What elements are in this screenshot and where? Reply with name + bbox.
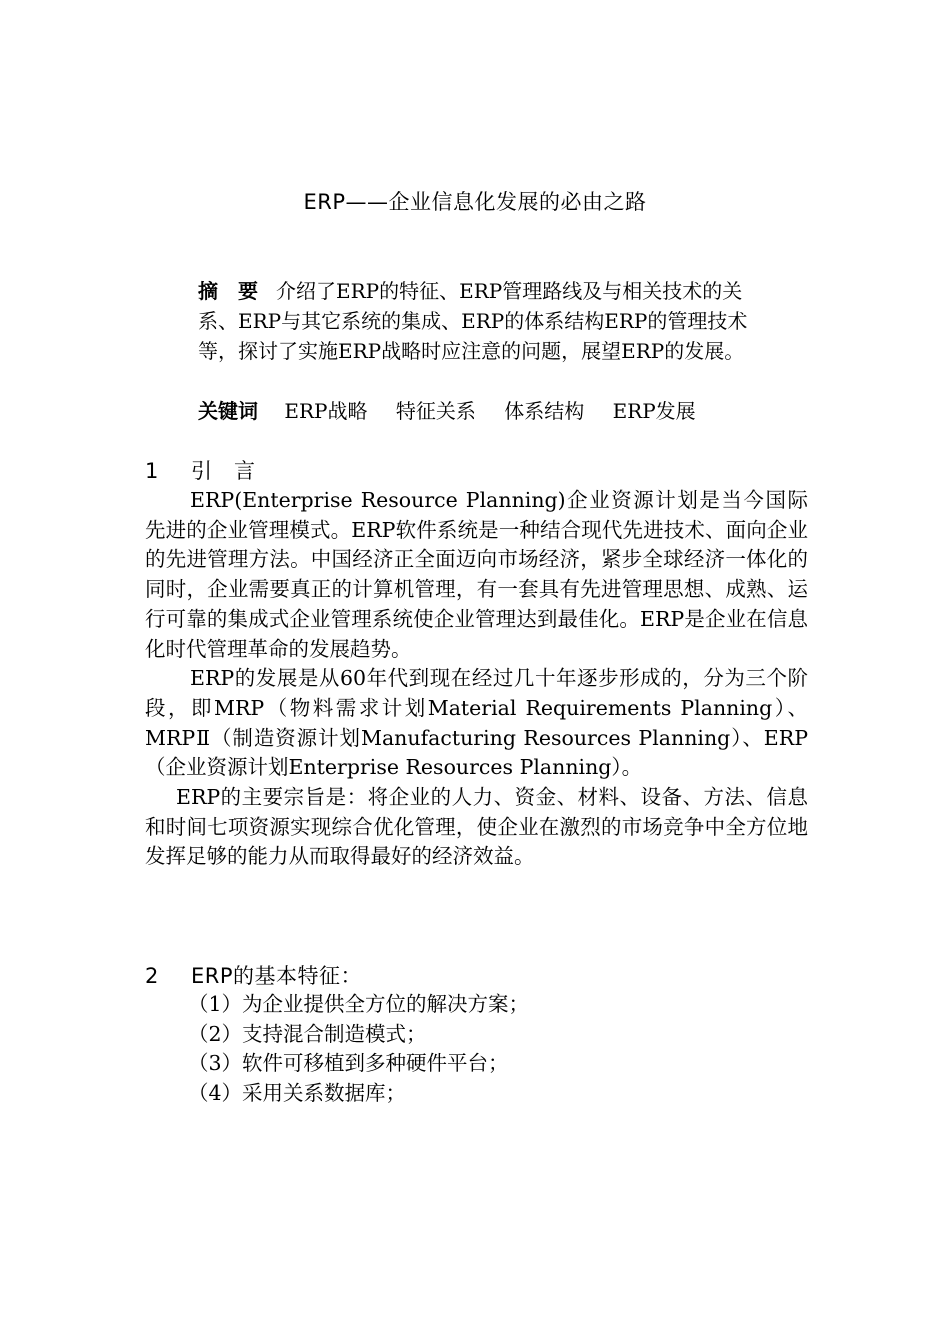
abstract-text: 介绍了ERP的特征、ERP管理路线及与相关技术的关系、ERP与其它系统的集成、ERP的体系结构ERP的管理技术等，探讨了实施ERP战略时应注意的问题，展望ERP的发展。	[198, 279, 748, 363]
section-title: ERP的基本特征：	[191, 964, 363, 988]
keyword-item: ERP战略	[284, 399, 368, 423]
feature-list	[188, 990, 529, 1109]
abstract-label: 摘 要	[198, 279, 258, 303]
keyword-item: 体系结构	[504, 399, 585, 423]
paragraph: ERP的主要宗旨是：将企业的人力、资金、材料、设备、方法、信息和时间七项资源实现综合优化管理，使企业在激烈的市场竞争中全方位地发挥足够的能力从而取得最好的经济效益。	[145, 785, 808, 869]
keywords-label: 关键词	[198, 399, 258, 423]
paragraph: ERP(Enterprise Resource Planning)企业资源计划是当今国际先进的企业管理模式。ERP软件系统是一种结合现代先进技术、面向企业的先进管理方法。中国经济正全面迈向市场经济，紧步全球经济一体化的同时，企业需要真正的计算机管理，有一套具有先进管理思想、成熟、运行可靠的集成式企业管理系统使企业管理达到最佳化。ERP是企业在信息化时代管理革命的发展趋势。	[145, 488, 808, 661]
section-1-heading	[145, 456, 256, 486]
section-1-body	[145, 486, 808, 872]
document-title: ERP——企业信息化发展的必由之路	[303, 190, 647, 214]
list-item: （3）软件可移植到多种硬件平台；	[188, 1051, 509, 1076]
keyword-item: 特征关系	[395, 399, 476, 423]
paragraph: ERP的发展是从60年代到现在经过几十年逐步形成的，分为三个阶段，即MRP（物料需求计划Material Requirements Planning）、MRPⅡ（制造资源计划Manufacturing Resources Planning）、ERP（企业资源计划Enterprise Resources Planning）。	[145, 666, 808, 780]
section-title: 引 言	[191, 459, 256, 483]
abstract	[198, 276, 768, 366]
keywords	[198, 396, 718, 426]
list-item: （2）支持混合制造模式；	[188, 1021, 427, 1046]
section-number: 1	[145, 459, 159, 483]
list-item: （4）采用关系数据库；	[188, 1081, 407, 1106]
keyword-item: ERP发展	[612, 399, 696, 423]
section-2-heading	[145, 961, 362, 991]
section-number: 2	[145, 964, 159, 988]
list-item: （1）为企业提供全方位的解决方案；	[188, 992, 530, 1016]
